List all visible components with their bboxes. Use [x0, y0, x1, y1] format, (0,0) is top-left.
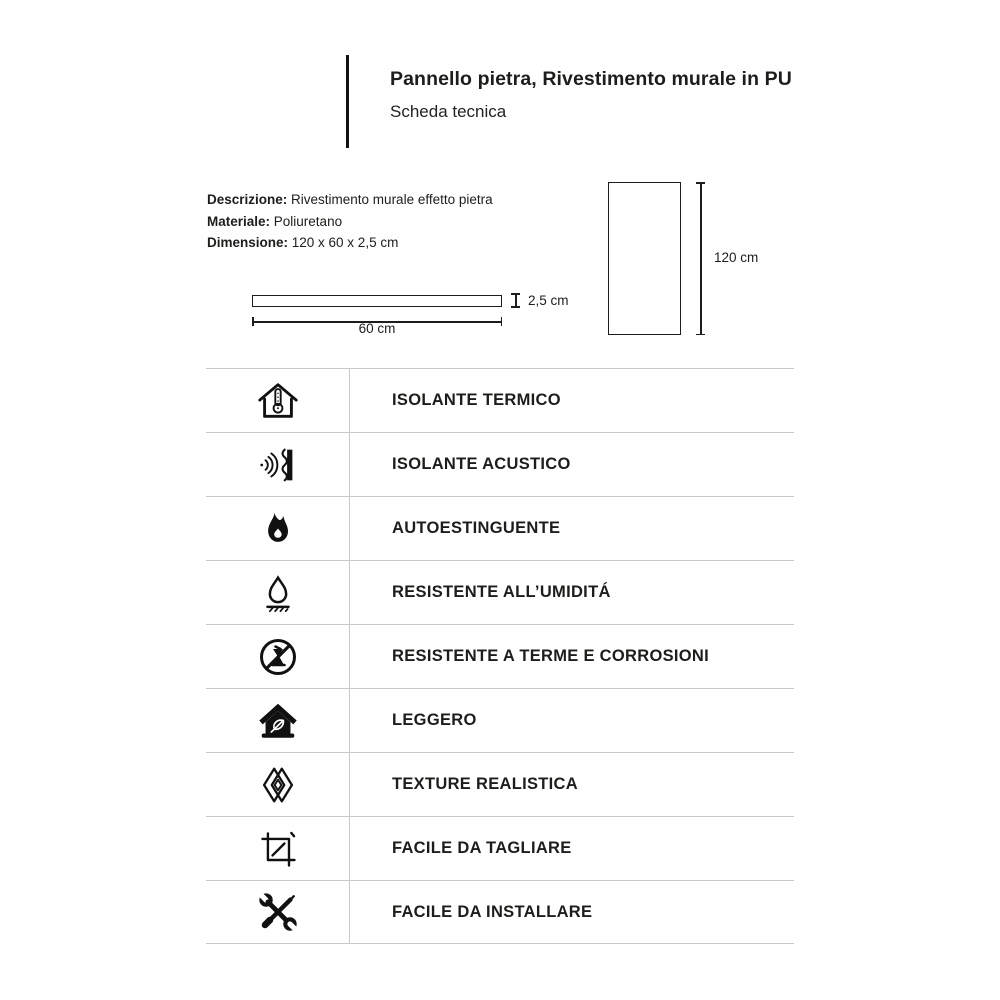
- table-row: [206, 816, 794, 880]
- feature-label: LEGGERO: [392, 711, 477, 729]
- table-row: [206, 560, 794, 624]
- table-row: [206, 368, 794, 432]
- water-drop-icon: [206, 561, 350, 624]
- spec-label: Dimensione:: [207, 235, 289, 250]
- feature-label: FACILE DA INSTALLARE: [392, 902, 593, 921]
- diamond-texture-icon: [206, 753, 350, 816]
- table-row: [206, 432, 794, 496]
- header-accent-rule: [346, 55, 349, 148]
- feature-label: AUTOESTINGUENTE: [392, 519, 561, 537]
- spec-label: Materiale:: [207, 213, 271, 229]
- crossed-tools-icon: [206, 881, 350, 943]
- table-row: [206, 624, 794, 688]
- height-label: 120 cm: [714, 250, 759, 265]
- thickness-label: 2,5 cm: [528, 293, 569, 308]
- table-row: [206, 880, 794, 944]
- spec-value: Poliuretano: [270, 213, 343, 229]
- page-title: Pannello pietra, Rivestimento murale in PU: [390, 68, 792, 90]
- spec-descrizione: [207, 189, 493, 211]
- crop-icon: [206, 817, 350, 880]
- height-dimension-line: [696, 182, 705, 335]
- page-subtitle: Scheda tecnica: [390, 102, 507, 121]
- house-feather-icon: [206, 689, 350, 752]
- width-label: 60 cm: [358, 321, 396, 336]
- panel-front-view-drawing: [608, 182, 681, 335]
- feature-label: ISOLANTE ACUSTICO: [392, 455, 571, 473]
- feature-label: ISOLANTE TERMICO: [392, 391, 561, 409]
- panel-side-view-drawing: [252, 295, 502, 307]
- flame-icon: [206, 497, 350, 560]
- thickness-dimension-tick: [511, 293, 520, 308]
- no-termite-icon: [206, 625, 350, 688]
- spec-label: Descrizione:: [207, 192, 288, 207]
- feature-label: TEXTURE REALISTICA: [392, 775, 578, 793]
- spec-value: 120 x 60 x 2,5 cm: [288, 235, 399, 250]
- table-row: [206, 688, 794, 752]
- table-row: [206, 496, 794, 560]
- spec-list: [207, 189, 493, 254]
- spec-materiale: [207, 211, 493, 233]
- house-thermometer-icon: [206, 369, 350, 432]
- sound-waves-wall-icon: [206, 433, 350, 496]
- spec-dimensione: [207, 232, 493, 254]
- feature-label: RESISTENTE A TERME E CORROSIONI: [392, 647, 710, 665]
- table-row: [206, 752, 794, 816]
- spec-value: Rivestimento murale effetto pietra: [287, 192, 493, 207]
- feature-label: FACILE DA TAGLIARE: [392, 839, 572, 857]
- features-table: [206, 368, 794, 944]
- feature-label: RESISTENTE ALL’UMIDITÁ: [392, 583, 611, 601]
